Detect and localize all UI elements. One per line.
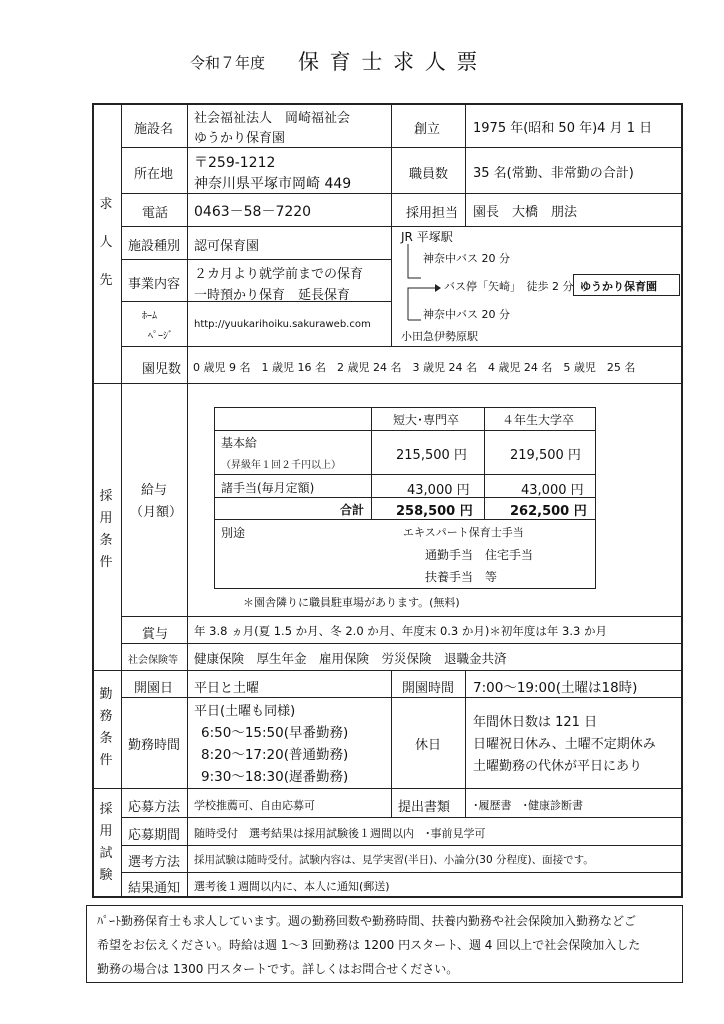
insurance-label: 社会保険等	[128, 655, 178, 666]
base-junior: 215,500 円	[396, 448, 467, 463]
separate-line2: 通勤手当 住宅手当	[425, 548, 534, 562]
header-year: 令和７年度	[190, 54, 266, 72]
footer-box	[86, 905, 683, 983]
facility-type-value: 認可保育園	[194, 239, 260, 254]
screening-label: 選考方法	[128, 855, 181, 870]
bonus-label: 賞与	[142, 627, 169, 642]
bonus-value: 年 3.8 ヵ月(夏 1.5 か月、冬 2.0 か月、年度末 0.3 か月)＊初年度は年 3.3 か月	[194, 624, 607, 638]
staff-value: 35 名(常勤、非常勤の合計)	[473, 166, 634, 181]
documents-value: ･履歴書 ･健康診断書	[473, 799, 583, 812]
hours-line2: 6:50～15:50(早番勤務)	[201, 725, 349, 741]
allowance-junior: 43,000 円	[407, 483, 470, 498]
business-line2: 一時預かり保育 延長保育	[194, 288, 351, 303]
children-label: 園児数	[142, 362, 182, 377]
period-label: 応募期間	[128, 828, 181, 843]
total-label: 合計	[340, 503, 365, 517]
holiday-line3: 土曜勤務の代休が平日にあり	[473, 759, 643, 774]
homepage-link[interactable]: http://yuukarihoiku.sakuraweb.com	[194, 319, 371, 330]
hours-line4: 9:30～18:30(遅番勤務)	[201, 769, 349, 785]
business-label: 事業内容	[128, 277, 181, 292]
parking-note: ＊園舎隣りに職員駐車場があります。(無料)	[243, 596, 460, 609]
allowance-label: 諸手当(毎月定額)	[221, 481, 315, 495]
total-junior: 258,500 円	[396, 504, 473, 519]
section-label-work: 勤 務 条 件	[99, 687, 113, 768]
footer-line1: ﾊﾟｰﾄ勤務保育士も求人しています。週の勤務回数や勤務時間、扶養内勤務や社会保険加入勤務などご	[97, 914, 637, 928]
page-title: 保 育 士 求 人 票	[298, 50, 480, 74]
hours-line1: 平日(土曜も同様)	[194, 704, 296, 719]
documents-label: 提出書類	[398, 800, 451, 815]
facility-name-line1: 社会福祉法人 岡崎福祉会	[194, 111, 351, 126]
section-label-employer: 求 人 先	[99, 197, 113, 288]
col-junior: 短大･専門卒	[393, 413, 460, 427]
holiday-label: 休日	[415, 738, 442, 753]
business-line1: ２カ月より就学前までの保育	[194, 267, 364, 282]
hours-label: 勤務時間	[128, 738, 181, 753]
bus-stop: バス停「矢崎」 徒歩 2 分	[444, 280, 574, 293]
section-label-recruitment: 採 用 条 件	[99, 489, 113, 570]
phone-value: 0463－58－7220	[194, 204, 312, 220]
result-label: 結果通知	[128, 881, 181, 896]
facility-type-label: 施設種別	[128, 239, 181, 254]
open-days-label: 開園日	[134, 681, 174, 696]
holiday-line2: 日曜祝日休み、土曜不定期休み	[473, 737, 656, 752]
bus-bottom: 神奈中バス 20 分	[423, 308, 510, 321]
separate-line3: 扶養手当 等	[425, 570, 498, 584]
section-label-selection: 採 用 試 験	[99, 802, 113, 883]
address-label: 所在地	[134, 167, 174, 182]
recruiter-label: 採用担当	[406, 206, 459, 221]
salary-label-line2: （月額）	[130, 505, 183, 520]
staff-label: 職員数	[409, 167, 449, 182]
base-label: 基本給	[221, 436, 258, 450]
footer-line3: 勤務の場合は 1300 円スタートです。詳しくはお問合せください。	[97, 962, 459, 976]
method-value: 学校推薦可、自由応募可	[194, 799, 315, 812]
address-line1: 〒259-1212	[194, 155, 276, 171]
screening-value: 採用試験は随時受付。試験内容は、見学実習(半日)、小論分(30 分程度)、面接です。	[194, 854, 594, 866]
recruiter-value: 園長 大橋 朋法	[473, 205, 578, 220]
base-university: 219,500 円	[510, 448, 581, 463]
bus-top: 神奈中バス 20 分	[423, 252, 510, 265]
homepage-label-line1: ﾎｰﾑ	[142, 311, 157, 322]
method-label: 応募方法	[128, 800, 181, 815]
homepage-label-line2: ﾍﾟｰｼﾞ	[148, 331, 173, 342]
open-hours-label: 開園時間	[402, 681, 455, 696]
allowance-university: 43,000 円	[521, 483, 584, 498]
address-line2: 神奈川県平塚市岡崎 449	[194, 176, 352, 192]
separate-label: 別途	[221, 526, 246, 540]
base-note: （昇級年１回２千円以上）	[221, 460, 341, 471]
founded-value: 1975 年(昭和 50 年)4 月 1 日	[473, 121, 653, 136]
salary-label-line1: 給与	[141, 483, 168, 498]
founded-label: 創立	[414, 122, 441, 137]
facility-name-line2: ゆうかり保育園	[194, 131, 286, 146]
hours-line3: 8:20～17:20(普通勤務)	[201, 747, 349, 763]
open-days-value: 平日と土曜	[194, 681, 260, 696]
odakyu-station: 小田急伊勢原駅	[401, 330, 478, 343]
children-value: 0 歳児 9 名 1 歳児 16 名 2 歳児 24 名 3 歳児 24 名 4 歳児 24 名 5 歳児 25 名	[193, 361, 636, 374]
jr-station: JR 平塚駅	[401, 230, 453, 244]
holiday-line1: 年間休日数は 121 日	[473, 715, 598, 730]
insurance-value: 健康保険 厚生年金 雇用保険 労災保険 退職金共済	[194, 651, 507, 666]
result-value: 選考後１週間以内に、本人に通知(郵送)	[194, 880, 390, 893]
total-university: 262,500 円	[510, 504, 587, 519]
separate-line1: エキスパート保育士手当	[403, 526, 524, 539]
open-hours-value: 7:00～19:00(土曜は18時)	[473, 680, 638, 696]
period-value: 随時受付 選考結果は採用試験後１週間以内 ･事前見学可	[194, 827, 486, 840]
destination-label: ゆうかり保育園	[580, 280, 657, 293]
footer-line2: 希望をお伝えください。時給は週 1～3 回勤務は 1200 円スタート、週 4 回以上で社会保険加入した	[97, 938, 641, 952]
col-university: ４年生大学卒	[502, 413, 575, 427]
destination-box	[573, 274, 680, 296]
facility-name-label: 施設名	[134, 122, 174, 137]
phone-label: 電話	[142, 206, 169, 221]
